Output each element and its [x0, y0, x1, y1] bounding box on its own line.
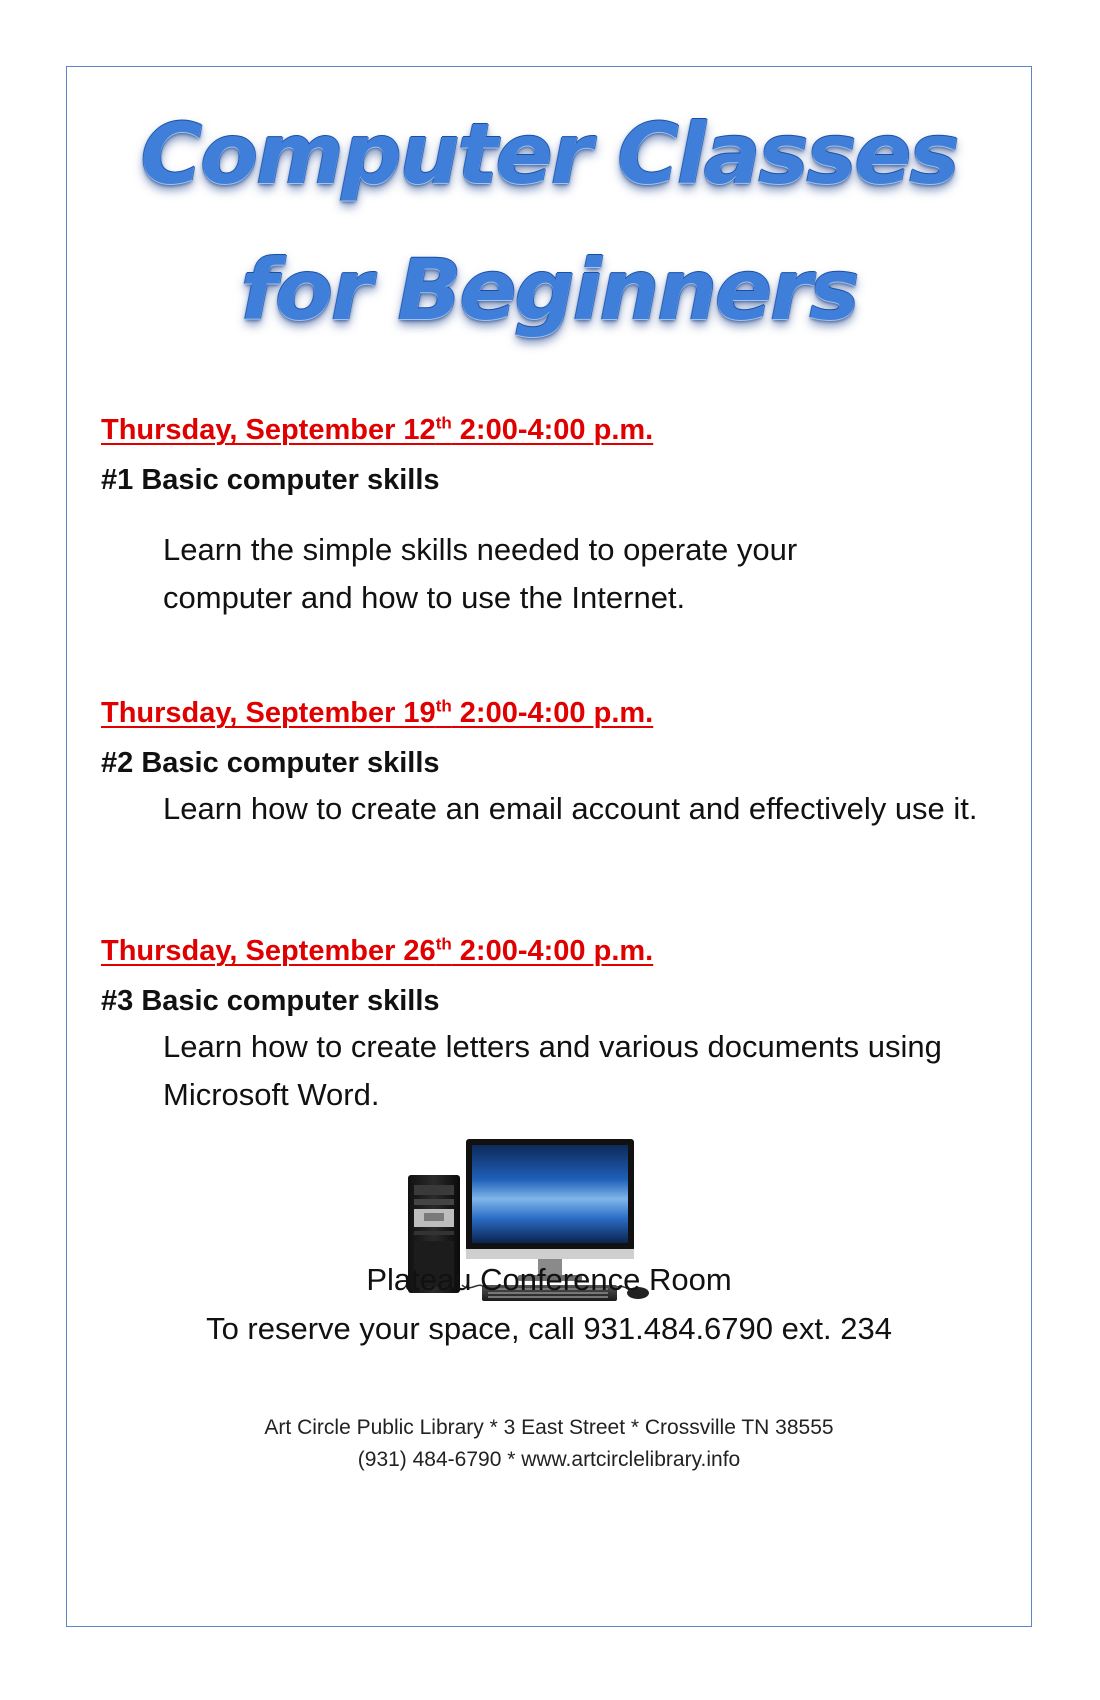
session-2-date-suffix: th [435, 696, 452, 716]
location-room: Plateau Conference Room [366, 1262, 732, 1297]
session-1-time: 2:00-4:00 p.m. [451, 414, 654, 446]
session-2-date [101, 697, 653, 730]
session-3-date-text: Thursday, September 26 [101, 935, 436, 967]
session-2-time: 2:00-4:00 p.m. [451, 697, 654, 729]
footer-contact: (931) 484-6790 * www.artcirclelibrary.info [357, 1448, 741, 1471]
monitor-screen [472, 1145, 628, 1243]
session-3-description: Learn how to create letters and various documents using Microsoft Word. [163, 1029, 942, 1112]
session-1-date [101, 414, 653, 447]
session-3-title: #3 Basic computer skills [101, 985, 440, 1017]
session-2-description: Learn how to create an email account and effectively use it. [163, 791, 978, 826]
session-3-time: 2:00-4:00 p.m. [451, 935, 654, 967]
title-line-1: Computer Classes [140, 105, 958, 203]
footer-address: Art Circle Public Library * 3 East Street * Crossville TN 38555 [264, 1416, 834, 1439]
session-1-title: #1 Basic computer skills [101, 464, 440, 496]
session-3-date-suffix: th [435, 934, 452, 954]
session-2-title: #2 Basic computer skills [101, 747, 440, 779]
session-1-description: Learn the simple skills needed to operate your computer and how to use the Internet. [163, 532, 798, 615]
session-3-date [101, 935, 653, 968]
reservation-info: To reserve your space, call 931.484.6790 ext. 234 [206, 1311, 892, 1346]
session-1-date-text: Thursday, September 12 [101, 414, 436, 446]
title-line-2: for Beginners [240, 241, 858, 339]
session-2-date-text: Thursday, September 19 [101, 697, 436, 729]
session-1-date-suffix: th [435, 413, 452, 433]
